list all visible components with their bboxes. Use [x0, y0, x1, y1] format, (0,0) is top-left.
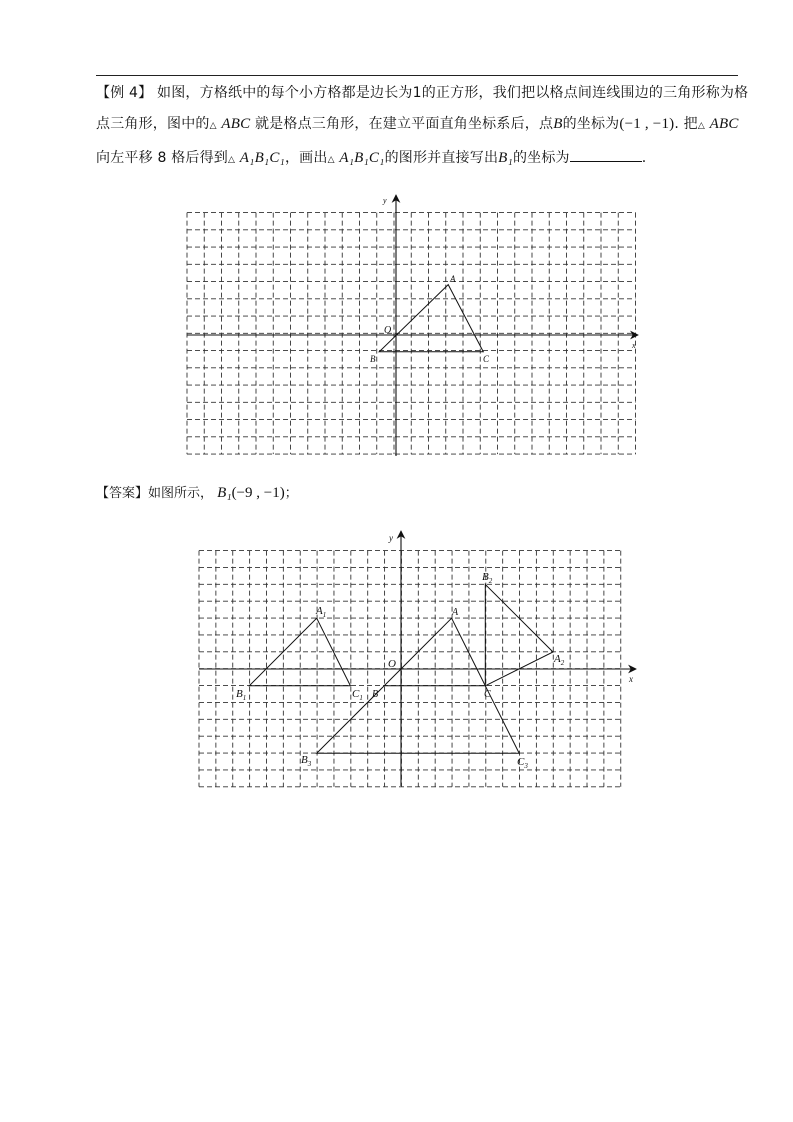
figure-2-label-c1: $C_1$ — [352, 688, 363, 702]
triangle-a1b1c1-label: A₁B₁C₁ — [339, 150, 385, 166]
figure-2-coordinate-grid — [199, 531, 636, 787]
figure-1-triangle-abc — [379, 285, 483, 352]
point-b-label: B — [553, 116, 563, 132]
figure-2-label-b1: $B_1$ — [236, 688, 247, 702]
answer-end: ； — [284, 486, 298, 501]
figure-1-coordinate-grid — [187, 195, 638, 456]
figure-2-label-a1: $A_1$ — [316, 605, 327, 619]
figure-2-x-label: x — [629, 674, 633, 684]
figure-2-label-a2: $A_2$ — [554, 653, 565, 667]
figure-2-label-c: C — [484, 689, 491, 700]
problem-text-3d: 的坐标为 — [512, 150, 570, 166]
answer-coordinate: (−9 , −1) — [231, 485, 285, 501]
answer-label: 【答案】 — [96, 486, 149, 501]
figure-2-label-c3: $C_3$ — [517, 756, 528, 770]
figure-1-label-b: B — [370, 354, 376, 364]
figure-2-label-a: A — [452, 607, 459, 618]
problem-text-3end: . — [641, 150, 647, 166]
triangle-symbol: △ — [697, 121, 705, 131]
answer-text: 如图所示， — [148, 486, 214, 501]
figure-1-x-label: x — [632, 341, 636, 350]
figure-1-label-a: A — [450, 274, 456, 284]
answer-b1-label: B₁ — [217, 485, 232, 501]
figure-1-label-c: C — [483, 354, 490, 364]
b1-label: B₁ — [498, 150, 513, 166]
example-tag: 【例 4】 — [96, 85, 153, 101]
triangle-abc-label: ABC — [709, 116, 739, 132]
problem-text-3c: 的图形并直接写出 — [384, 150, 499, 166]
problem-text-1: 如图，方格纸中的每个小方格都是边长为1的正方形，我们把以格点间连线围边的三角形称为格 — [157, 85, 749, 101]
problem-text-2b: 就是格点三角形，在建立平面直角坐标系后，点 — [254, 116, 554, 132]
figure-2-label-b3: $B_3$ — [301, 754, 312, 768]
figure-1-origin-label: O — [384, 325, 392, 336]
figure-1-grid — [187, 213, 636, 455]
triangle-symbol: △ — [228, 155, 236, 165]
figure-2-y-label: y — [389, 533, 393, 543]
figure-2-label-b: B — [372, 689, 379, 700]
figure-2-origin-label: O — [388, 658, 396, 670]
triangle-symbol: △ — [327, 155, 335, 165]
triangle-symbol: △ — [209, 121, 217, 131]
b-coordinate: (−1 , −1) — [619, 116, 675, 132]
problem-text-3b: ，画出 — [284, 150, 328, 166]
triangle-a1b1c1-label: A₁B₁C₁ — [239, 150, 285, 166]
figure-1-y-label: y — [383, 196, 387, 205]
triangle-abc-label: ABC — [221, 116, 251, 132]
figure-2-label-b2: $B_2$ — [482, 571, 493, 585]
problem-text-2d: . 把 — [674, 116, 698, 132]
problem-text-2a: 点三角形，图中的 — [96, 116, 210, 132]
problem-text-3a: 向左平移 8 格后得到 — [96, 150, 229, 166]
problem-text-2c: 的坐标为 — [562, 116, 620, 132]
